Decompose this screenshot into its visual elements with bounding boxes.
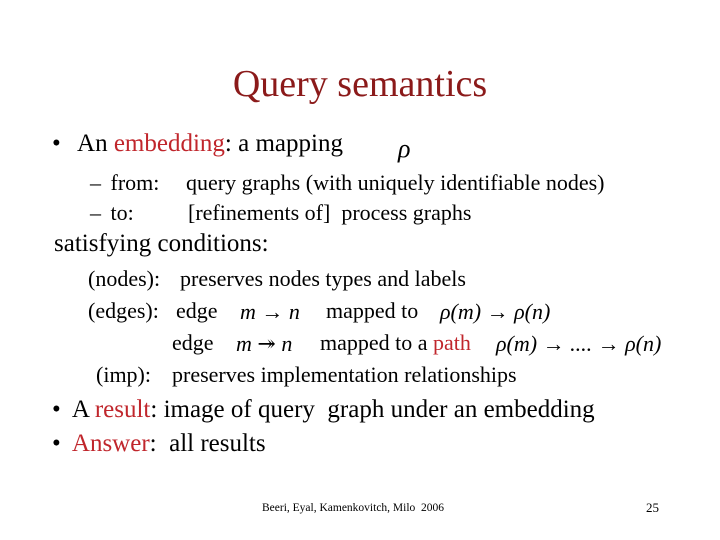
footer-authors: Beeri, Eyal, Kamenkovitch, Milo 2006 (262, 502, 445, 514)
edge-image: ρ(m) → ρ(n) (440, 299, 551, 324)
bullet-suffix: : all results (149, 430, 266, 457)
bullet-embedding (52, 130, 343, 158)
bullet-answer (52, 430, 266, 458)
mapped-to-path-label (320, 330, 471, 356)
page-number: 25 (646, 500, 659, 515)
dash: – (90, 200, 101, 225)
bullet-result (52, 396, 595, 424)
sub-item-to (90, 200, 134, 226)
bullet-suffix: : image of query graph under an embedding (150, 396, 595, 423)
answer-term: Answer (71, 430, 150, 457)
bullet-prefix: A (71, 396, 95, 423)
imp-label: (imp): (96, 362, 151, 387)
sub-label: to: (110, 200, 134, 225)
mapped-to-a: mapped to a (320, 330, 434, 355)
edge-word-2: edge (172, 330, 214, 355)
path-edge-expression: m ↠ n (236, 331, 293, 356)
imp-text: preserves implementation relationships (172, 362, 517, 387)
rho-symbol: ρ (398, 134, 411, 163)
bullet-suffix: : a mapping (224, 130, 343, 157)
sub-item-from (90, 170, 159, 196)
nodes-label: (nodes): (88, 266, 161, 291)
bullet-marker: • (52, 430, 61, 457)
bullet-marker: • (52, 130, 61, 157)
dash: – (90, 170, 101, 195)
path-image: ρ(m) → .... → ρ(n) (496, 331, 662, 356)
edges-label: (edges): (88, 298, 159, 323)
edge-expression: m → n (240, 299, 300, 324)
sub-label: from: (110, 170, 160, 195)
bullet-marker: • (52, 396, 61, 423)
embedding-term: embedding (113, 130, 225, 157)
result-term: result (94, 396, 151, 423)
slide-title: Query semantics (232, 63, 488, 105)
conditions-heading: satisfying conditions: (54, 230, 269, 257)
mapped-to-label: mapped to (326, 298, 419, 323)
nodes-text: preserves nodes types and labels (180, 266, 466, 291)
bullet-prefix: An (77, 130, 114, 157)
path-term: path (433, 330, 471, 355)
sub-text-from: query graphs (with uniquely identifiable nodes) (186, 170, 605, 195)
sub-text-to: [refinements of] process graphs (188, 200, 472, 225)
edge-word: edge (176, 298, 218, 323)
